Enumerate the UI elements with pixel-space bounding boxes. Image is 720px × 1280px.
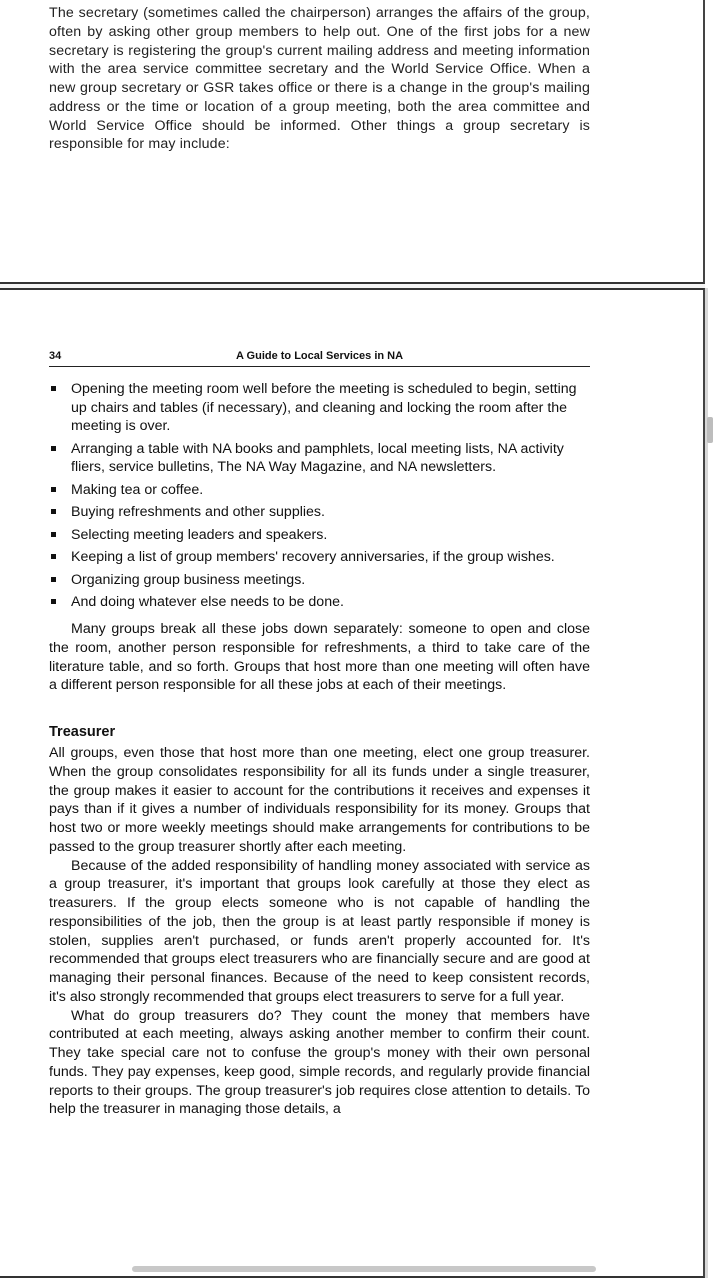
list-item: Selecting meeting leaders and speakers. [49,526,590,545]
square-bullet-icon [51,446,56,451]
square-bullet-icon [51,532,56,537]
square-bullet-icon [51,599,56,604]
body-paragraph: What do group treasurers do? They count the money that members have contributed at each meeting, always asking another member to confirm their count. They take special care not to confuse the group's money with their own personal funds. They pay expenses, keep good, simple records, and regularly provide financial reports to their groups. The group treasurer's job requires close attention to details. To help the treasurer in managing those details, a [49,1007,590,1118]
previous-page [0,0,705,284]
list-item: And doing whatever else needs to be done. [49,593,590,612]
list-item: Opening the meeting room well before the meeting is scheduled to begin, setting up chairs and tables (if necessary), and cleaning and locking the room after the meeting is over. [49,380,590,436]
list-item: Keeping a list of group members' recovery anniversaries, if the group wishes. [49,548,590,567]
jobs-paragraph [49,620,590,695]
list-item: Buying refreshments and other supplies. [49,503,590,522]
square-bullet-icon [51,577,56,582]
body-paragraph: All groups, even those that host more than one meeting, elect one group treasurer. When the group consolidates responsibility for all its funds under a single treasurer, the group makes it easier to account for the contributions it receives and expenses it pays than if it gives a number of individuals responsibility for its money. Groups that host two or more weekly meetings should make arrangements for contributions to be passed to the group treasurer shortly after each meeting. [49,745,590,855]
square-bullet-icon [51,386,56,391]
horizontal-scrollbar[interactable] [132,1266,596,1272]
secretary-paragraph: The secretary (sometimes called the chairperson) arranges the affairs of the group, often by asking other group members to help out. One of the first jobs for a new secretary is registering the group's current mailing address and meeting information with the area service committee secretary and the World Service Office. When a new group secretary or GSR takes office or there is a change in the group's mailing address or the time or location of a group meeting, both the area committee and World Service Office should be informed. Other things a group secretary is responsible for may include: [49,5,590,153]
running-title: A Guide to Local Services in NA [235,350,404,362]
body-paragraph: Many groups break all these jobs down separately: someone to open and close the room, another person responsible for refreshments, a third to take care of the literature table, and so forth. Groups that host more than one meeting will often have a different person responsible for all these jobs at each of their meetings. [49,621,590,694]
vertical-scrollbar-thumb[interactable] [707,417,713,443]
treasurer-section [49,744,590,1119]
secretary-duties-list [49,380,590,616]
square-bullet-icon [51,554,56,559]
body-paragraph: Because of the added responsibility of handling money associated with service as a group treasurer, it's important that groups look carefully at those they elect as treasurers. If the group elects someone who is not capable of handling the responsibilities of the job, then the group is at least partly responsible if money is stolen, supplies aren't purchased, or funds aren't properly accounted for. It's recommended that groups elect treasurers who are financially secure and are good at managing their personal finances. Because of the need to keep consistent records, it's also strongly recommended that groups elect treasurers to serve for a full year. [49,857,590,1005]
list-item: Making tea or coffee. [49,481,590,500]
list-item: Arranging a table with NA books and pamphlets, local meeting lists, NA activity fliers, service bulletins, The NA Way Magazine, and NA newsletters. [49,440,590,477]
running-header [49,350,590,367]
section-heading-treasurer: Treasurer [49,724,116,740]
square-bullet-icon [51,509,56,514]
current-page [0,288,705,1278]
page-number: 34 [49,350,62,362]
list-item: Organizing group business meetings. [49,571,590,590]
square-bullet-icon [51,487,56,492]
